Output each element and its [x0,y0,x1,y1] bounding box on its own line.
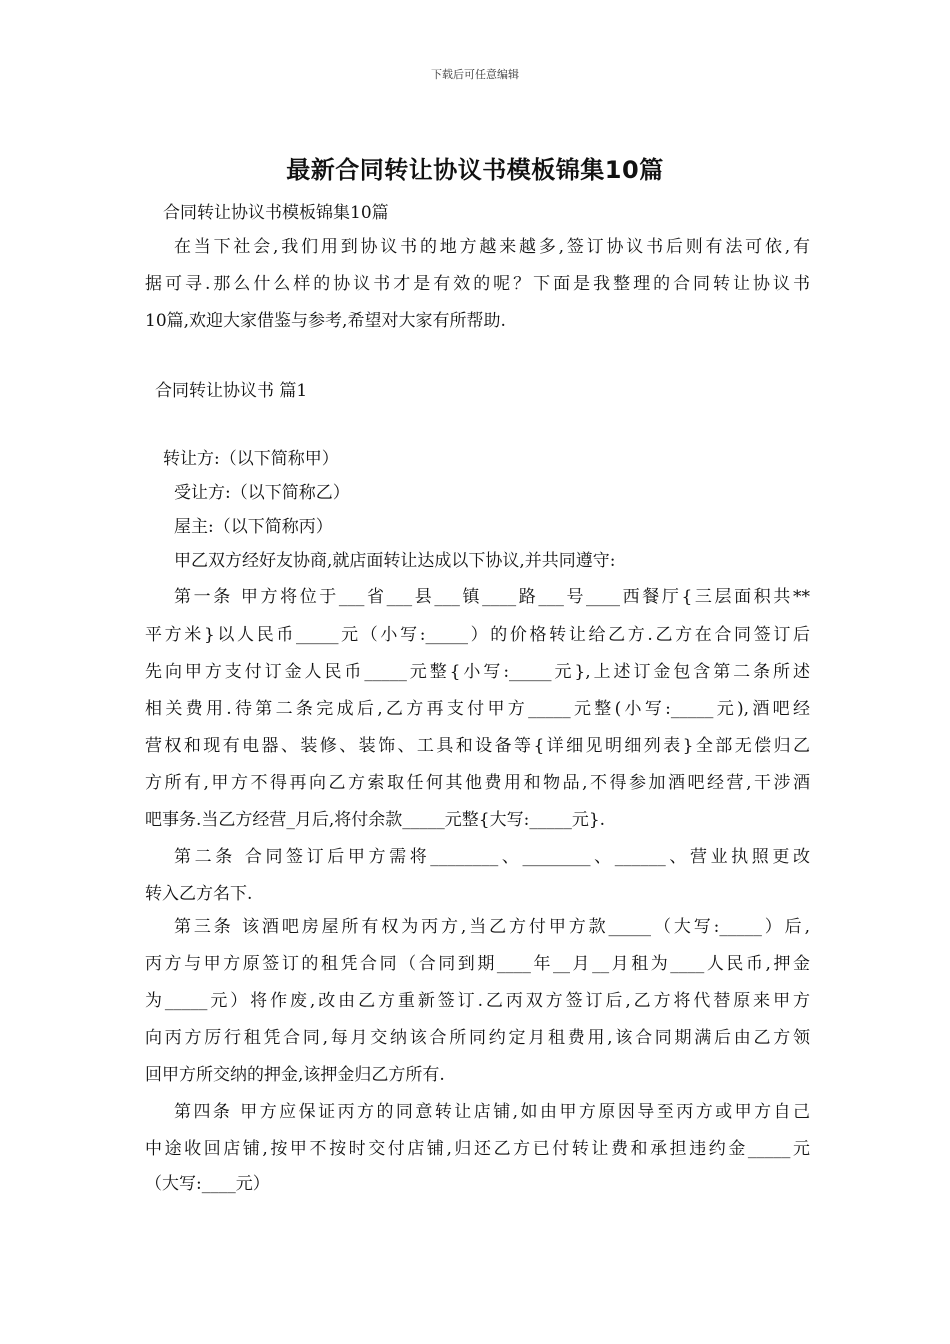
article-line: 平方米}以人民币_____元（小写:_____）的价格转让给乙方.乙方在合同签订后 [145,625,810,645]
article-line: 丙方与甲方原签订的租凭合同（合同到期____年__月__月租为____人民币,押金 [145,954,810,974]
page-header: 下载后可任意编辑 [431,68,519,81]
article-line: 回甲方所交纳的押金,该押金归乙方所有. [145,1065,445,1085]
article-line: （大写:____元） [145,1174,270,1194]
party-line: 屋主:（以下简称丙） [174,517,333,537]
article-line: 第三条 该酒吧房屋所有权为丙方,当乙方付甲方款_____（大写:_____）后, [174,917,810,937]
article-line: 相关费用.待第二条完成后,乙方再支付甲方_____元整(小写:_____元),酒吧经 [145,699,810,719]
article-line: 第二条 合同签订后甲方需将________、________、______、营业执照更改 [174,847,810,867]
intro-line: 在当下社会,我们用到协议书的地方越来越多,签订协议书后则有法可依,有 [174,237,810,257]
article-line: 第四条 甲方应保证丙方的同意转让店铺,如由甲方原因导至丙方或甲方自己 [174,1102,810,1122]
intro-line: 10篇,欢迎大家借鉴与参考,希望对大家有所帮助. [145,311,506,331]
party-line: 受让方:（以下简称乙） [174,483,350,503]
article-line: 为_____元）将作废,改由乙方重新签订.乙丙双方签订后,乙方将代替原来甲方 [145,991,810,1011]
article-line: 第一条 甲方将位于___省___县___镇____路___号____西餐厅{三层面积共** [174,587,811,607]
party-line: 转让方:（以下简称甲） [163,449,339,469]
article-line: 吧事务.当乙方经营_月后,将付余款_____元整{大写:_____元}. [145,810,606,830]
subtitle-line: 合同转让协议书模板锦集10篇 [163,203,389,223]
paragraph-line: 甲乙双方经好友协商,就店面转让达成以下协议,并共同遵守: [174,551,616,571]
document-title: 最新合同转让协议书模板锦集10篇 [286,156,664,184]
article-line: 方所有,甲方不得再向乙方索取任何其他费用和物品,不得参加酒吧经营,干涉酒 [145,773,810,793]
article-line: 先向甲方支付订金人民币_____元整{小写:_____元},上述订金包含第二条所述 [145,662,810,682]
section-heading: 合同转让协议书 篇1 [155,381,308,401]
article-line: 转入乙方名下. [145,884,253,904]
intro-line: 据可寻.那么什么样的协议书才是有效的呢？下面是我整理的合同转让协议书 [145,274,810,294]
article-line: 中途收回店铺,按甲不按时交付店铺,归还乙方已付转让费和承担违约金_____元 [145,1139,810,1159]
article-line: 向丙方厉行租凭合同,每月交纳该合所同约定月租费用,该合同期满后由乙方领 [145,1028,810,1048]
article-line: 营权和现有电器、装修、装饰、工具和设备等{详细见明细列表}全部无偿归乙 [145,736,810,756]
